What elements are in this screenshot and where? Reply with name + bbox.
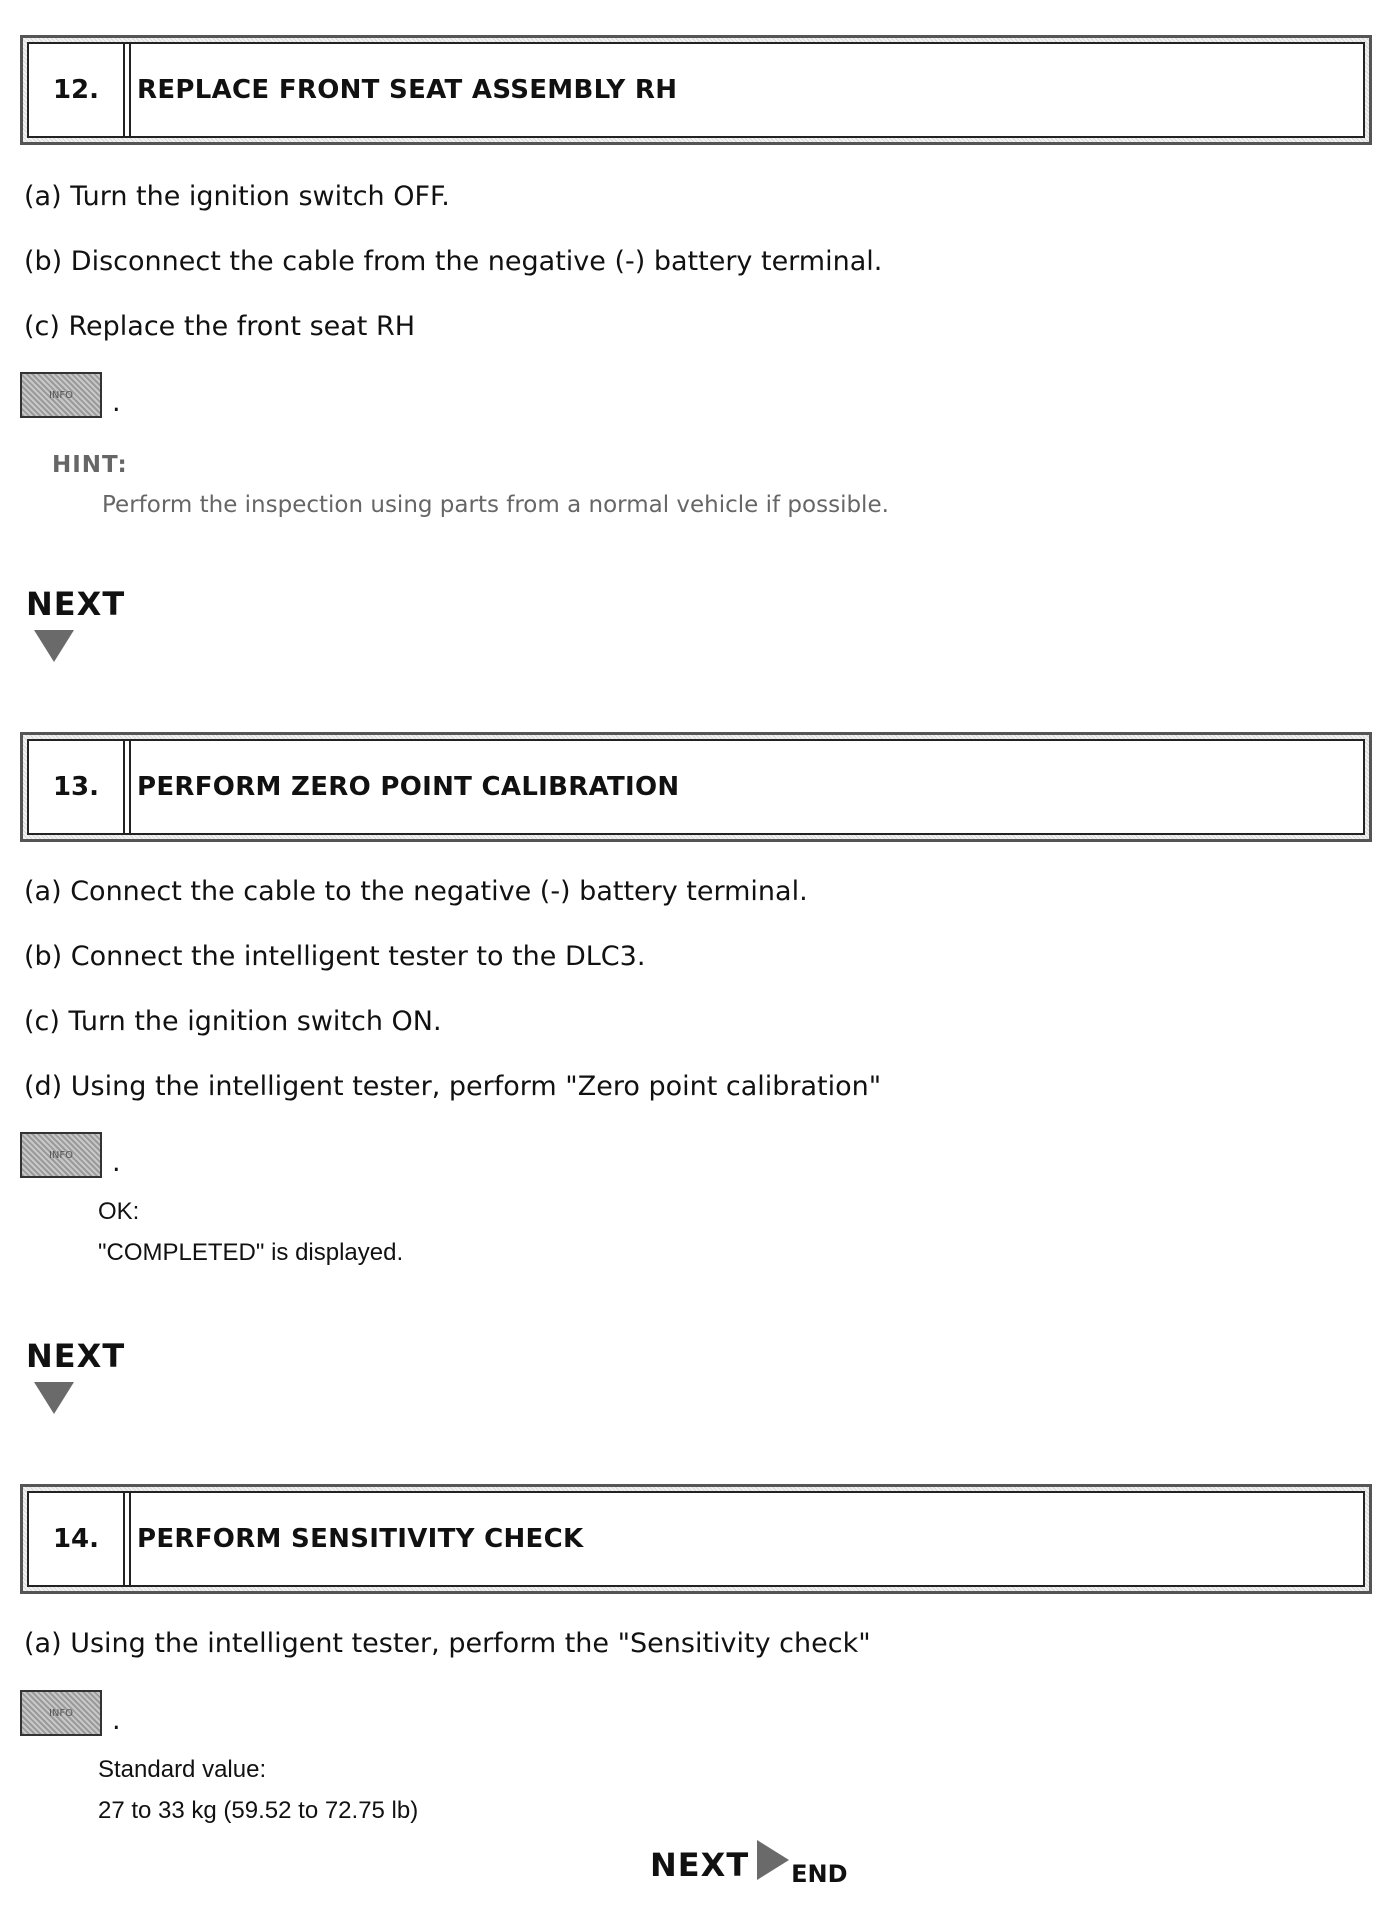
step-title: PERFORM ZERO POINT CALIBRATION — [137, 772, 680, 802]
instruction-line: (a) Turn the ignition switch OFF. — [24, 181, 450, 212]
step-title: REPLACE FRONT SEAT ASSEMBLY RH — [137, 75, 678, 105]
end-label: END — [791, 1860, 848, 1888]
next-label: NEXT — [26, 1337, 126, 1375]
right-arrow-icon — [757, 1840, 789, 1880]
step-number: 14. — [29, 1493, 125, 1585]
instruction-line: (c) Turn the ignition switch ON. — [24, 1006, 442, 1037]
result-label: OK: — [98, 1198, 140, 1225]
instruction-line: (a) Connect the cable to the negative (-) battery terminal. — [24, 876, 808, 907]
info-row — [20, 1130, 121, 1178]
info-button[interactable]: INFO — [20, 372, 102, 418]
result-text: "COMPLETED" is displayed. — [98, 1239, 404, 1266]
info-suffix: . — [112, 1147, 121, 1178]
instruction-line: (b) Connect the intelligent tester to the DLC3. — [24, 941, 646, 972]
instruction-line: (b) Disconnect the cable from the negative (-) battery terminal. — [24, 246, 883, 277]
step-12-header — [20, 35, 1372, 145]
info-suffix: . — [112, 387, 121, 418]
next-end-link[interactable] — [650, 1840, 848, 1888]
result-label: Standard value: — [98, 1756, 267, 1783]
step-number: 13. — [29, 741, 125, 833]
hint-text: Perform the inspection using parts from a normal vehicle if possible. — [102, 492, 889, 518]
instruction-line: (a) Using the intelligent tester, perform the "Sensitivity check" — [24, 1628, 871, 1659]
info-button[interactable]: INFO — [20, 1132, 102, 1178]
next-label: NEXT — [26, 585, 126, 623]
down-arrow-icon — [34, 1382, 74, 1414]
info-row — [20, 1688, 121, 1736]
hint-label: HINT: — [52, 452, 128, 478]
info-suffix: . — [112, 1705, 121, 1736]
step-13-header — [20, 732, 1372, 842]
step-number: 12. — [29, 44, 125, 136]
down-arrow-icon — [34, 630, 74, 662]
result-text: 27 to 33 kg (59.52 to 72.75 lb) — [98, 1797, 419, 1824]
instruction-line: (c) Replace the front seat RH — [24, 311, 416, 342]
step-14-header — [20, 1484, 1372, 1594]
instruction-line: (d) Using the intelligent tester, perform "Zero point calibration" — [24, 1071, 882, 1102]
next-label: NEXT — [650, 1846, 750, 1884]
step-title: PERFORM SENSITIVITY CHECK — [137, 1524, 584, 1554]
info-row — [20, 370, 121, 418]
info-button[interactable]: INFO — [20, 1690, 102, 1736]
